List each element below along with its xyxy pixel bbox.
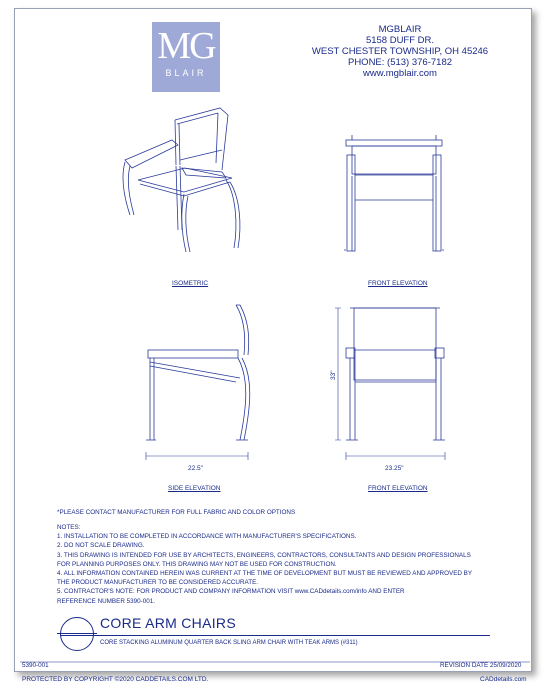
dimension-side-width: 22.5" xyxy=(188,465,203,472)
logo-main-text: MG xyxy=(157,25,215,67)
note-line: REFERENCE NUMBER 5390-001. xyxy=(57,597,155,605)
copyright-text: PROTECTED BY COPYRIGHT ©2020 CADDETAILS.COM LTD. xyxy=(22,676,209,683)
note-line: 1. INSTALLATION TO BE COMPLETED IN ACCORDANCE WITH MANUFACTURER'S SPECIFICATIONS. xyxy=(57,533,357,541)
notes-block xyxy=(57,523,472,606)
note-line: FOR PLANNING PURPOSES ONLY. THIS DRAWING MAY NOT BE USED FOR CONSTRUCTION. xyxy=(57,560,337,568)
label-front-elevation-top: FRONT ELEVATION xyxy=(368,280,428,287)
label-side-elevation: SIDE ELEVATION xyxy=(168,485,221,492)
front-elevation-chair-top xyxy=(344,135,444,251)
note-line: 2. DO NOT SCALE DRAWING. xyxy=(57,542,145,550)
label-front-elevation-bottom: FRONT ELEVATION xyxy=(368,485,428,492)
isometric-chair xyxy=(123,108,240,252)
company-street: 5158 DUFF DR. xyxy=(365,35,435,46)
note-line: THE PRODUCT MANUFACTURER TO BE CONSIDERED ACCURATE. xyxy=(57,579,259,587)
note-line: 3. THIS DRAWING IS INTENDED FOR USE BY ARCHITECTS, ENGINEERS, CONTRACTORS, CONSULTANTS AND DESIGN PROFESSIONALS xyxy=(57,551,471,559)
note-line: 5. CONTRACTOR'S NOTE: FOR PRODUCT AND COMPANY INFORMATION VISIT www.CADdetails.com/info AND ENTER xyxy=(57,588,405,596)
drawing-subtitle: CORE STACKING ALUMINUM QUARTER BACK SLING ARM CHAIR WITH TEAK ARMS (#311) xyxy=(100,640,358,646)
title-circle-symbol xyxy=(60,617,94,651)
front-elevation-chair-bottom xyxy=(346,308,445,440)
side-elevation-chair xyxy=(146,305,250,440)
drawing-title: CORE ARM CHAIRS xyxy=(100,615,236,631)
logo-sub-text: BLAIR xyxy=(165,68,207,78)
company-website: www.mgblair.com xyxy=(363,68,437,79)
company-city: WEST CHESTER TOWNSHIP, OH 45246 xyxy=(311,46,489,57)
dimension-lines xyxy=(146,308,445,460)
title-divider xyxy=(60,635,490,636)
dimension-height: 33" xyxy=(330,370,337,380)
revision-date: REVISION DATE 25/09/2020 xyxy=(440,662,522,669)
company-name: MGBLAIR xyxy=(378,24,422,35)
note-line: 4. ALL INFORMATION CONTAINED HEREIN WAS CURRENT AT THE TIME OF DEVELOPMENT BUT MUST BE REVIEWED AND APPROVED BY xyxy=(57,570,473,578)
caddetails-link[interactable]: CADdetails.com xyxy=(480,676,527,683)
reference-number: 5390-001 xyxy=(22,662,49,669)
company-phone: PHONE: (513) 376-7182 xyxy=(347,57,453,68)
contact-note: *PLEASE CONTACT MANUFACTURER FOR FULL FABRIC AND COLOR OPTIONS xyxy=(57,509,296,516)
dimension-front-width: 23.25" xyxy=(385,465,404,472)
notes-heading: NOTES: xyxy=(57,524,81,531)
label-isometric: ISOMETRIC xyxy=(172,280,209,287)
